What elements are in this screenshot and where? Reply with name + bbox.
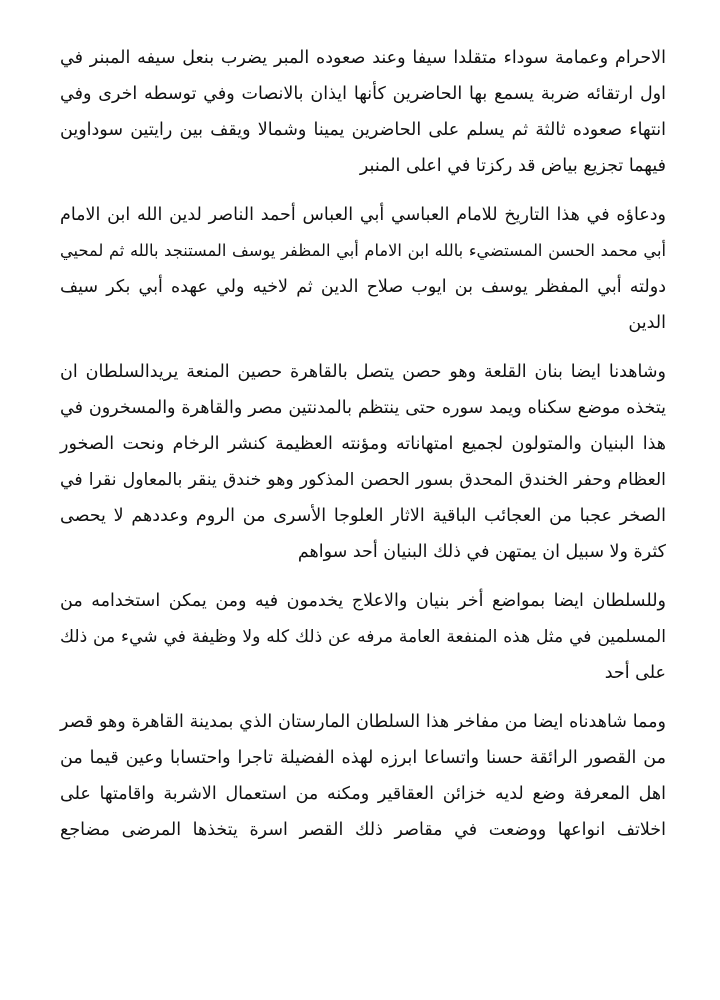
text-line: دولته أبي المفظر يوسف بن ايوب صلاح الدين ثم لاخيه ولي عهده أبي بكر سيف [60, 277, 666, 297]
text-line: وشاهدنا ايضا بنان القلعة وهو حصن يتصل بالقاهرة حصين المنعة يريدالسلطان ان [60, 362, 666, 382]
text-line: فيهما تجزيع بياض قد ركزتا في اعلى المنبر [359, 156, 666, 176]
text-line: من القصور الرائقة حسنا واتساعا ابرزه لهذه الفضيلة تاجرا واحتسابا وعين قيما من [60, 748, 666, 768]
text-line: الاحرام وعمامة سوداء متقلدا سيفا وعند صعوده المبر يضرب بنعل سيفه المبنر في [60, 48, 666, 68]
text-line: اهل المعرفة وضع لديه خزائن العقاقير ومكنه من استعمال الاشربة واقامتها على [60, 784, 666, 804]
text-line: المسلمين في مثل هذه المنفعة العامة مرفه عن ذلك كله ولا وظيفة في شيء من ذلك [60, 627, 666, 647]
text-line: هذا البنيان والمتولون لجميع امتهاناته ومؤنته العظيمة كنشر الرخام ونحت الصخور [60, 434, 666, 454]
text-line: ودعاؤه في هذا التاريخ للامام العباسي أبي العباس أحمد الناصر لدين الله ابن الامام [60, 205, 666, 225]
text-line: على أحد [604, 663, 666, 683]
paragraph-2 [60, 197, 666, 341]
text-line: اخلاتف انواعها ووضعت في مقاصر ذلك القصر اسرة يتخذها المرضى مضاجع [60, 820, 666, 840]
text-line: اول ارتقائه ضربة يسمع بها الحاضرين كأنها ايذان بالانصات وفي توسطه اخرى وفي [60, 84, 666, 104]
text-line: أبي محمد الحسن المستضيء بالله ابن الامام أبي المظفر يوسف المستنجد بالله ثم لمحيي [60, 241, 666, 260]
paragraph-1 [60, 40, 666, 184]
text-line: الدين [628, 313, 666, 333]
text-line: انتهاء صعوده ثالثة ثم يسلم على الحاضرين يمينا وشمالا ويقف بين رايتين سوداوين [60, 120, 666, 140]
text-line: ومما شاهدناه ايضا من مفاخر هذا السلطان المارستان الذي بمدينة القاهرة وهو قصر [60, 712, 666, 732]
text-line: الصخر عجبا من العجائب الباقية الاثار العلوجا الأسرى من الروم وعددهم لا يحصى [60, 506, 666, 526]
text-line: يتخذه موضع سكناه ويمد سوره حتى ينتظم بالمدنتين مصر والقاهرة والمسخرون في [60, 398, 666, 418]
text-line: وللسلطان ايضا بمواضع أخر بنيان والاعلاج يخدمون فيه ومن يمكن استخدامه من [60, 591, 666, 611]
paragraph-4 [60, 583, 666, 691]
paragraph-5 [60, 704, 666, 848]
text-line: العظام وحفر الخندق المحدق بسور الحصن المذكور وهو خندق ينقر بالمعاول نقرا في [60, 470, 666, 490]
paragraph-3 [60, 354, 666, 570]
text-line: كثرة ولا سبيل ان يمتهن في ذلك البنيان أحد سواهم [297, 542, 666, 562]
document-body [60, 40, 666, 861]
